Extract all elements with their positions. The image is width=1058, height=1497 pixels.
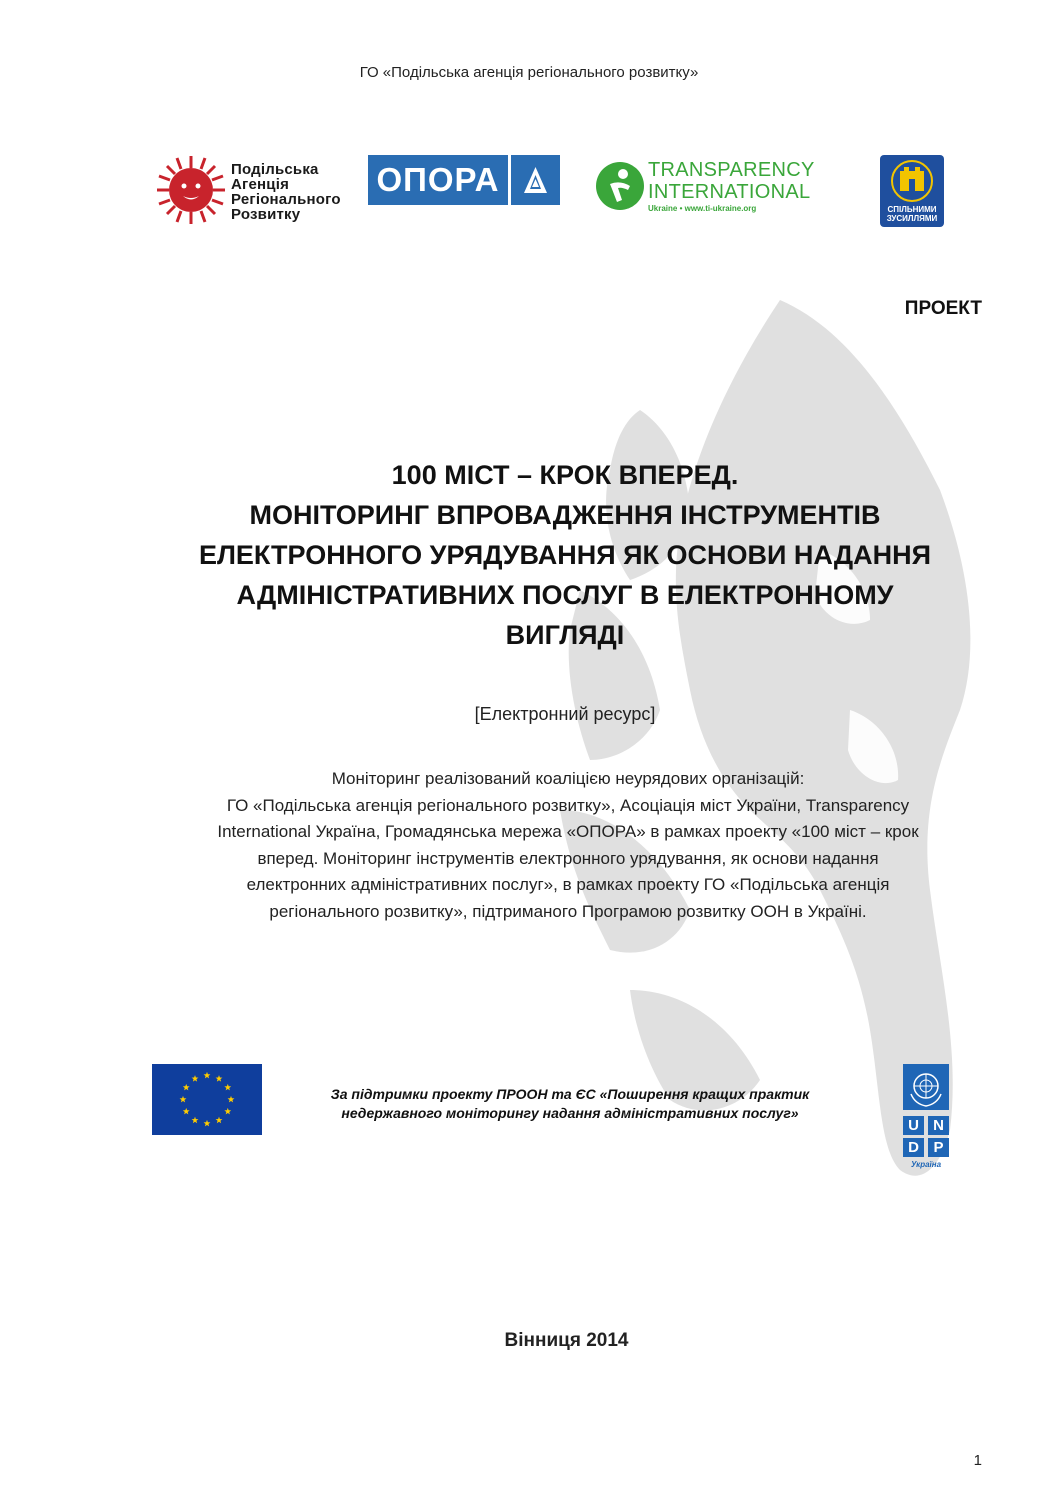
title-line: ВИГЛЯДІ [505,620,625,650]
title-line: МОНІТОРИНГ ВПРОВАДЖЕННЯ ІНСТРУМЕНТІВ [249,500,881,530]
support-line: недержавного моніторингу надання адміністративних послуг» [341,1105,799,1121]
podilska-agency-logo [155,152,350,230]
eu-star-icon [192,1117,199,1124]
undp-country: Україна [910,1160,942,1169]
description-line: регіонального розвитку», підтриманого Програмою розвитку ООН в Україні. [269,901,867,921]
eu-star-icon [204,1120,211,1127]
eu-flag-icon [152,1064,262,1135]
eu-star-icon [224,1108,231,1115]
undp-letter: N [928,1116,949,1135]
opora-triangle-icon [511,155,560,205]
eu-star-icon [192,1075,199,1082]
eu-star-icon [216,1075,223,1082]
ti-person-icon [596,162,644,210]
title-line: ЕЛЕКТРОННОГО УРЯДУВАННЯ ЯК ОСНОВИ НАДАННЯ [198,540,932,570]
title-line: 100 МІСТ – КРОК ВПЕРЕД. [391,460,739,490]
support-line: За підтримки проекту ПРООН та ЄС «Поширення кращих практик [330,1086,810,1102]
eu-star-icon [224,1084,231,1091]
description-line: електронних адміністративних послуг», в рамках проекту ГО «Подільська агенція [246,875,890,894]
description-line: вперед. Моніторинг інструментів електронного урядування, як основи надання [257,848,879,868]
document-subtitle: [Електронний ресурс] [474,704,656,724]
city-year: Вінниця 2014 [504,1330,629,1351]
undp-logo [903,1064,949,1176]
ti-line3: Ukraine • www.ti-ukraine.org [648,204,757,213]
sun-icon [155,154,227,226]
eu-star-icon [183,1108,190,1115]
spilnymy-zusylliamy-logo [880,155,944,227]
page-number: 1 [973,1452,982,1469]
project-label: ПРОЕКТ [904,298,982,319]
undp-letter: U [903,1116,924,1135]
title-line: АДМІНІСТРАТИВНИХ ПОСЛУГ В ЕЛЕКТРОННОМУ [236,580,894,610]
ti-line2: INTERNATIONAL [648,181,811,203]
document-title [150,455,980,655]
support-statement [270,1085,870,1123]
transparency-international-logo [596,158,815,216]
undp-letter: P [928,1138,949,1157]
opora-logo [368,155,560,205]
un-emblem-icon [903,1064,949,1110]
eu-star-icon [228,1096,235,1103]
eu-star-icon [183,1084,190,1091]
watermark-emblem [520,290,980,1190]
spilni-text: СПІЛЬНИМИ ЗУСИЛЛЯМИ [886,205,938,223]
eu-star-icon [180,1096,187,1103]
description-line: Моніторинг реалізований коаліцією неурядових організацій: [331,769,805,788]
podilska-name: Подільська Агенція Регіонального Розвитку [231,161,341,223]
ti-line1: TRANSPARENCY [648,159,815,181]
description-paragraph [150,766,986,925]
undp-letter: D [903,1138,924,1157]
city-crest-icon [880,155,944,205]
eu-star-icon [216,1117,223,1124]
eu-star-icon [204,1072,211,1079]
header-organization: ГО «Подільська агенція регіонального розвитку» [359,64,699,81]
description-line: ГО «Подільська агенція регіонального розвитку», Асоціація міст України, Transparency [226,795,910,815]
opora-label: ОПОРА [368,155,508,205]
description-line: International Україна, Громадянська мережа «ОПОРА» в рамках проекту «100 міст – крок [217,822,919,841]
